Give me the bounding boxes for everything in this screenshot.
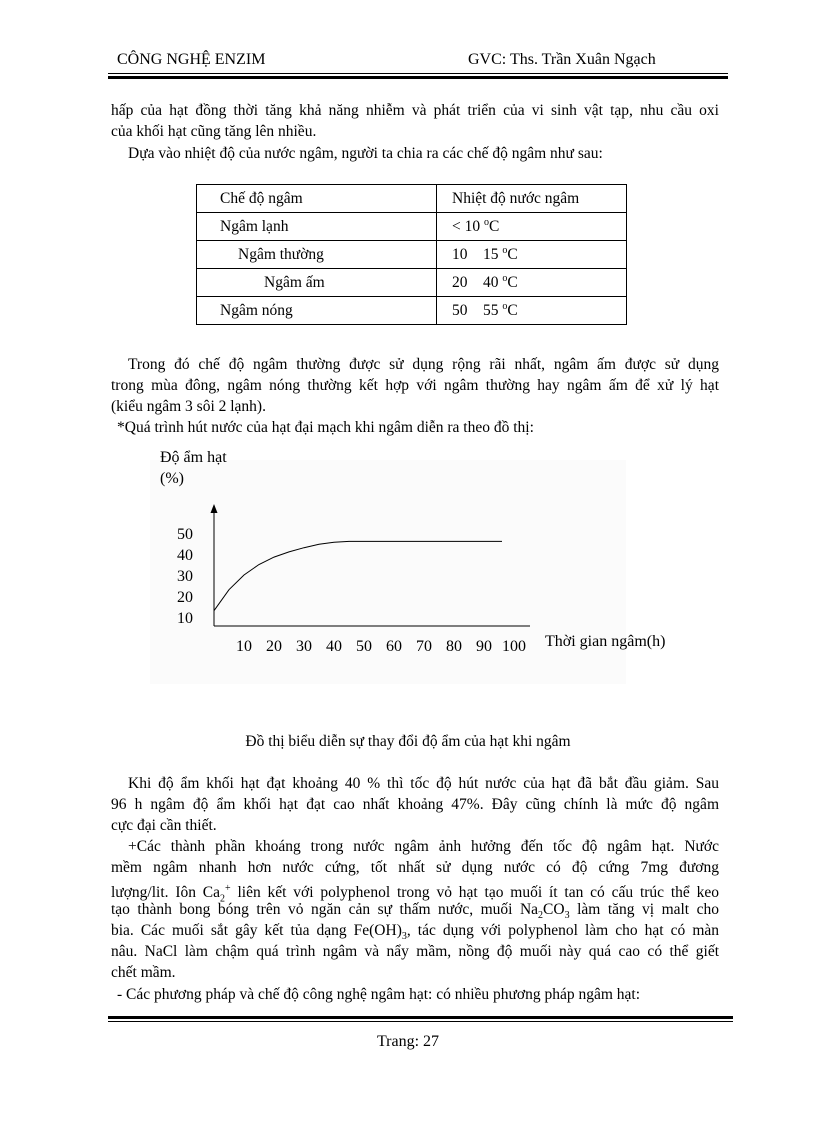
paragraph-line: mềm ngâm nhanh hơn nước cứng, tốt nhất sử dụng nước có độ cứng 7mg đương [111,859,719,876]
header-course-title: CÔNG NGHỆ ENZIM [117,51,266,68]
table-cell-mode: Ngâm ấm [197,269,437,297]
paragraph-line: 96 h ngâm độ ẩm khối hạt đạt cao nhất khoảng 47%. Đây cũng chính là mức độ ngâm [111,796,719,813]
table-cell-mode: Ngâm lạnh [197,213,437,241]
x-tick-label: 90 [476,638,492,655]
paragraph-line: Trong đó chế độ ngâm thường được sử dụng rộng rãi nhất, ngâm ấm được sử dụng [128,356,719,373]
paragraph-line: Dựa vào nhiệt độ của nước ngâm, người ta chia ra các chế độ ngâm như sau: [128,145,603,162]
x-tick-label: 100 [502,638,526,655]
paragraph-line: cực đại cần thiết. [111,817,217,834]
paragraph-line: chết mầm. [111,964,176,981]
y-tick-label: 20 [177,589,193,606]
y-axis-unit-label: (%) [160,470,184,487]
x-tick-label: 80 [446,638,462,655]
x-axis-label: Thời gian ngâm(h) [545,633,666,650]
y-axis-arrow [211,504,218,513]
table-cell-temp: < 10 $^o$C [437,213,627,241]
y-tick-label: 50 [177,526,193,543]
paragraph-line: trong mùa đông, ngâm nóng thường kết hợp với ngâm thường hay ngâm ấm để xử lý hạt [111,377,719,394]
header-lecturer: GVC: Ths. Trần Xuân Ngạch [468,51,656,68]
paragraph-line: Khi độ ẩm khối hạt đạt khoảng 40 % thì tốc độ hút nước của hạt đã bắt đầu giảm. Sau [128,775,719,792]
moisture-curve [214,541,502,610]
table-header-cell: Nhiệt độ nước ngâm [437,185,627,213]
x-tick-label: 10 [236,638,252,655]
y-tick-labels [177,526,193,627]
x-tick-label: 40 [326,638,342,655]
paragraph-line: của khối hạt cũng tăng lên nhiều. [111,123,317,140]
x-tick-label: 70 [416,638,432,655]
paragraph-line: *Quá trình hút nước của hạt đại mạch khi ngâm diễn ra theo đồ thị: [117,419,534,436]
x-tick-label: 60 [386,638,402,655]
paragraph-line: hấp của hạt đồng thời tăng khả năng nhiễm và phát triển của vi sinh vật tạp, nhu cầu oxi [111,102,719,119]
page-number: Trang: 27 [376,1033,440,1050]
table-cell-mode: Ngâm nóng [197,297,437,325]
y-tick-label: 10 [177,610,193,627]
x-tick-labels [236,638,526,655]
chart-caption: Đồ thị biểu diễn sự thay đổi độ ẩm của hạt khi ngâm [245,733,571,750]
paragraph-line: tạo thành bong bóng trên vỏ ngăn cản sự thấm nước, muối $Na_2CO_3$ làm tăng vị malt cho [111,901,719,922]
footer-rule-thin [108,1021,733,1022]
paragraph-line: lượng/lit. Iôn $Ca_2^+$ liên kết với polyphenol trong vỏ hạt tạo muối ít tan có cấu trúc thể keo [111,883,719,905]
y-tick-label: 30 [177,568,193,585]
table-cell-temp: 20 40 $^o$C [437,269,627,297]
x-tick-label: 30 [296,638,312,655]
y-tick-label: 40 [177,547,193,564]
paragraph-line: bia. Các muối sắt gây kết tủa dạng $Fe(OH)_3$, tác dụng với polyphenol làm cho hạt có màn [111,922,719,943]
paragraph-line: +Các thành phần khoáng trong nước ngâm ảnh hưởng đến tốc độ ngâm hạt. Nước [128,838,719,855]
x-tick-label: 50 [356,638,372,655]
table-header-cell: Chế độ ngâm [197,185,437,213]
paragraph-line: - Các phương pháp và chế độ công nghệ ngâm hạt: có nhiều phương pháp ngâm hạt: [117,986,641,1003]
x-tick-label: 20 [266,638,282,655]
footer-rule-thick [108,1016,733,1019]
paragraph-line: nâu. NaCl làm chậm quá trình ngâm và nẩy mầm, nồng độ muối này quá cao có thể giết [111,943,719,960]
table-cell-mode: Ngâm thường [197,241,437,269]
table-cell-temp: 50 55 $^o$C [437,297,627,325]
table-cell-temp: 10 15 $^o$C [437,241,627,269]
paragraph-line: (kiểu ngâm 3 sôi 2 lạnh). [111,398,266,415]
y-axis-label: Độ ẩm hạt [160,449,227,466]
